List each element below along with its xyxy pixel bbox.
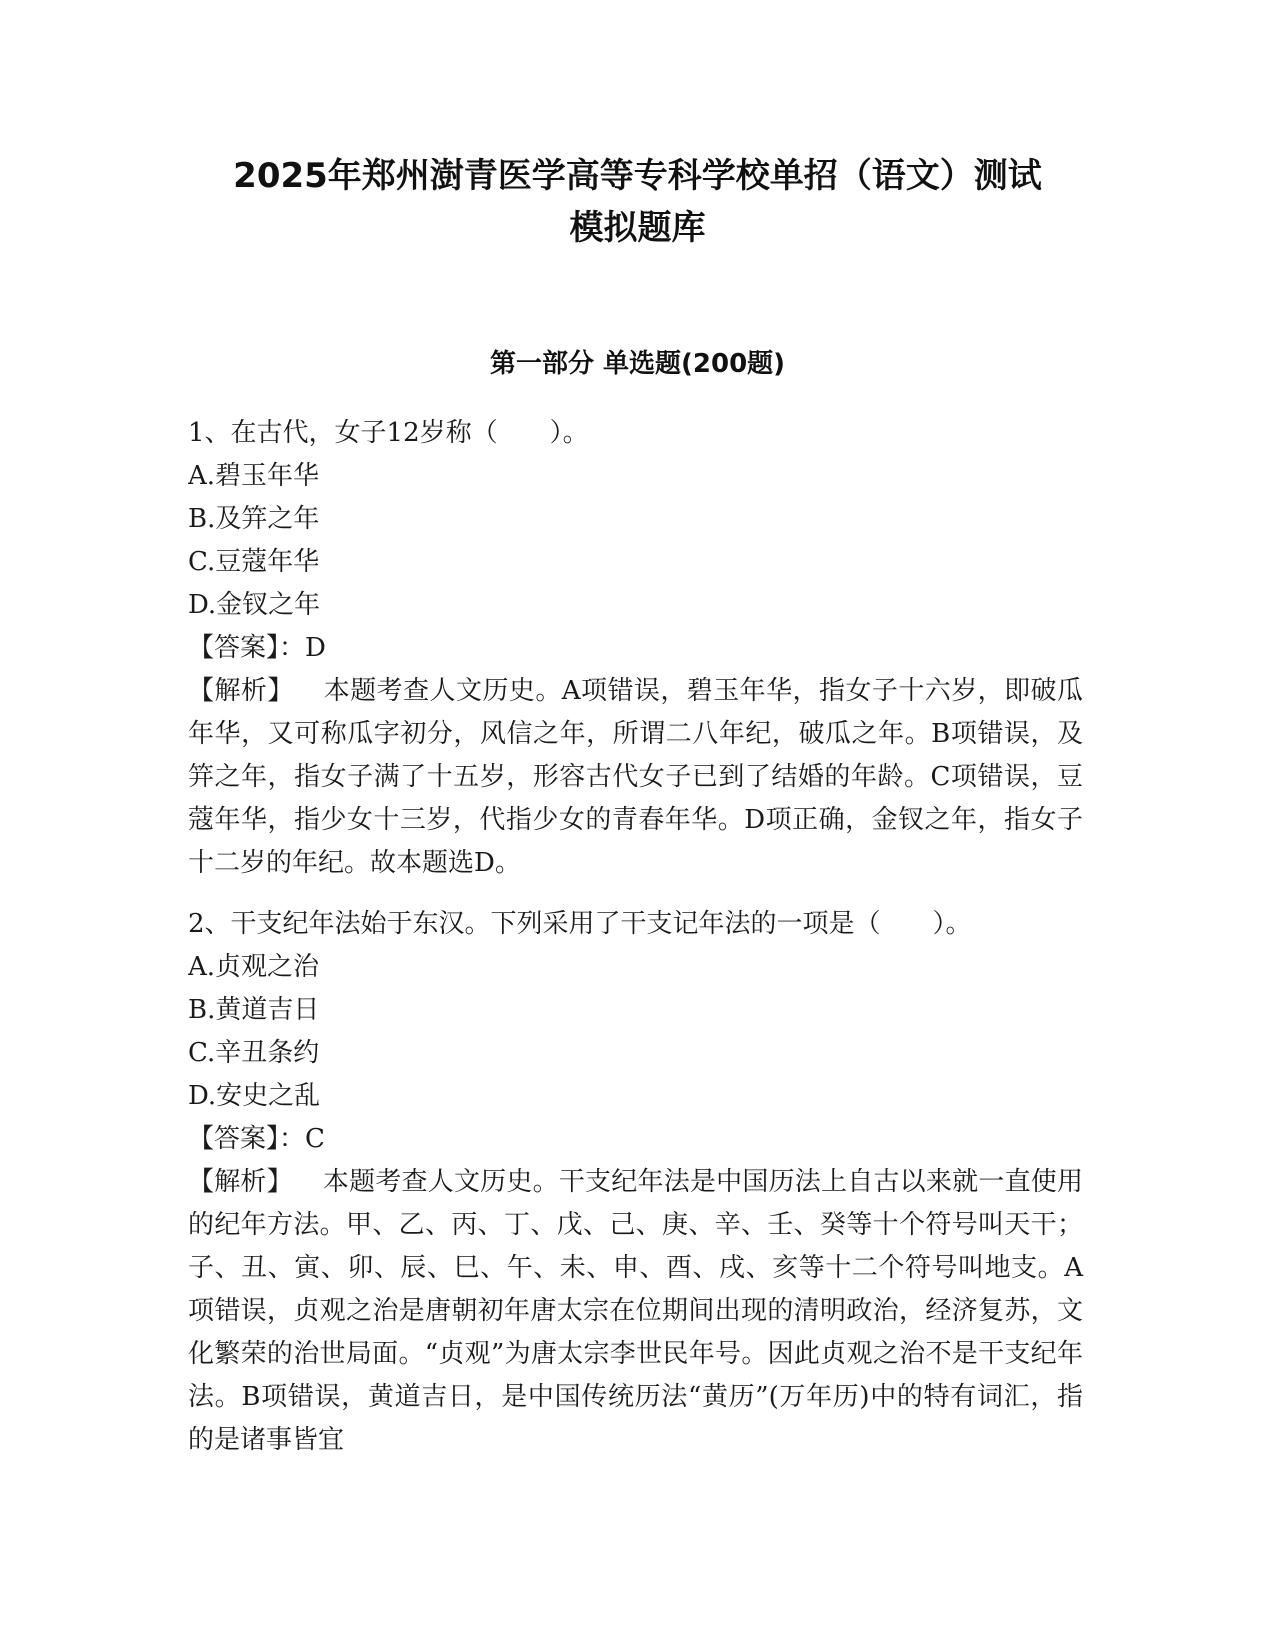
option-b: B.黄道吉日 (188, 995, 320, 1025)
analysis-label: 【解析】 (188, 1167, 293, 1197)
analysis-text: 本题考查人文历史。A项错误，碧玉年华，指女子十六岁，即破瓜年华，又可称瓜字初分，风信之年，所谓二八年纪，破瓜之年。B项错误，及笄之年，指女子满了十五岁，形容古代女子已到了结婚的年龄。C项错误，豆蔻年华，指少女十三岁，代指少女的青春年华。D项正确，金钗之年，指女子十二岁的年纪。故本题选D。 (188, 676, 1083, 878)
title-line-1: 2025年郑州澍青医学高等专科学校单招（语文）测试 (233, 156, 1042, 196)
question-stem: 2、干支纪年法始于东汉。下列采用了干支记年法的一项是（ ）。 (188, 909, 972, 939)
question-list (188, 412, 1083, 1480)
question-2 (188, 903, 1083, 1462)
option-c: C.辛丑条约 (188, 1038, 320, 1068)
analysis (188, 1161, 1083, 1462)
answer: 【答案】：D (188, 633, 326, 663)
analysis (188, 670, 1083, 885)
option-a: A.贞观之治 (188, 952, 320, 982)
option-d: D.金钗之年 (188, 590, 321, 620)
analysis-text: 本题考查人文历史。干支纪年法是中国历法上自古以来就一直使用的纪年方法。甲、乙、丙、丁、戊、己、庚、辛、壬、癸等十个符号叫天干；子、丑、寅、卯、辰、巳、午、未、申、酉、戌、亥等十二个符号叫地支。A项错误，贞观之治是唐朝初年唐太宗在位期间出现的清明政治，经济复苏，文化繁荣的治世局面。“贞观”为唐太宗李世民年号。因此贞观之治不是干支纪年法。B项错误，黄道吉日，是中国传统历法“黄历”(万年历)中的特有词汇，指的是诸事皆宜 (188, 1167, 1083, 1455)
section-heading: 第一部分 单选题(200题) (489, 349, 786, 379)
title-line-2: 模拟题库 (569, 208, 706, 248)
document-title (150, 150, 1125, 254)
question-1 (188, 412, 1083, 885)
analysis-label: 【解析】 (188, 676, 294, 706)
answer: 【答案】：C (188, 1124, 325, 1154)
option-d: D.安史之乱 (188, 1081, 321, 1111)
option-c: C.豆蔻年华 (188, 547, 320, 577)
question-stem: 1、在古代，女子12岁称（ ）。 (188, 418, 589, 448)
option-b: B.及笄之年 (188, 504, 320, 534)
option-a: A.碧玉年华 (188, 461, 320, 491)
